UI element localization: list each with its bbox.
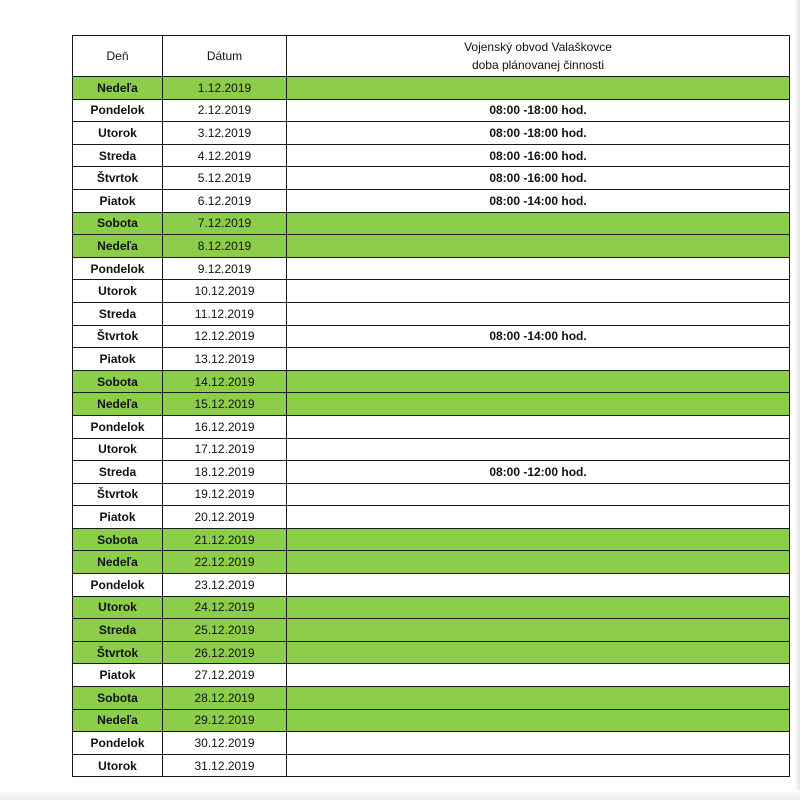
cell-date: 19.12.2019 (163, 483, 287, 506)
cell-day: Sobota (73, 370, 163, 393)
table-row (73, 99, 790, 122)
cell-activity: 08:00 -14:00 hod. (287, 325, 790, 348)
cell-day: Sobota (73, 212, 163, 235)
table-header (73, 36, 790, 77)
table-row (73, 257, 790, 280)
table-row (73, 280, 790, 303)
page-edge-shadow (794, 0, 800, 800)
cell-date: 8.12.2019 (163, 235, 287, 258)
table-row (73, 732, 790, 755)
table-row (73, 619, 790, 642)
table-row (73, 709, 790, 732)
cell-date: 11.12.2019 (163, 302, 287, 325)
cell-activity (287, 370, 790, 393)
cell-day: Piatok (73, 506, 163, 529)
table-row (73, 574, 790, 597)
cell-day: Piatok (73, 664, 163, 687)
activity-schedule-table (72, 35, 790, 777)
cell-date: 7.12.2019 (163, 212, 287, 235)
cell-day: Piatok (73, 189, 163, 212)
cell-date: 18.12.2019 (163, 461, 287, 484)
cell-activity (287, 235, 790, 258)
cell-date: 21.12.2019 (163, 528, 287, 551)
table-row (73, 641, 790, 664)
table-row (73, 235, 790, 258)
cell-date: 17.12.2019 (163, 438, 287, 461)
cell-date: 12.12.2019 (163, 325, 287, 348)
cell-activity (287, 574, 790, 597)
table-row (73, 687, 790, 710)
table-row (73, 528, 790, 551)
cell-day: Utorok (73, 280, 163, 303)
cell-activity (287, 483, 790, 506)
cell-day: Nedeľa (73, 235, 163, 258)
cell-activity (287, 257, 790, 280)
cell-date: 29.12.2019 (163, 709, 287, 732)
table-row (73, 438, 790, 461)
cell-activity: 08:00 -14:00 hod. (287, 189, 790, 212)
cell-activity (287, 348, 790, 371)
cell-day: Štvrtok (73, 167, 163, 190)
cell-date: 6.12.2019 (163, 189, 287, 212)
cell-day: Pondelok (73, 574, 163, 597)
table-row (73, 325, 790, 348)
cell-activity: 08:00 -16:00 hod. (287, 167, 790, 190)
cell-activity (287, 415, 790, 438)
cell-activity (287, 551, 790, 574)
cell-day: Streda (73, 302, 163, 325)
cell-day: Streda (73, 619, 163, 642)
cell-date: 10.12.2019 (163, 280, 287, 303)
table-row (73, 754, 790, 777)
table-row (73, 506, 790, 529)
cell-date: 26.12.2019 (163, 641, 287, 664)
cell-date: 20.12.2019 (163, 506, 287, 529)
header-row (73, 36, 790, 77)
cell-date: 30.12.2019 (163, 732, 287, 755)
cell-day: Streda (73, 144, 163, 167)
table-body (73, 77, 790, 777)
table-row (73, 370, 790, 393)
header-activity (287, 36, 790, 77)
table-row (73, 189, 790, 212)
cell-activity (287, 528, 790, 551)
cell-day: Nedeľa (73, 551, 163, 574)
cell-date: 23.12.2019 (163, 574, 287, 597)
cell-day: Utorok (73, 438, 163, 461)
header-day: Deň (73, 36, 163, 77)
cell-activity (287, 664, 790, 687)
cell-date: 1.12.2019 (163, 77, 287, 100)
cell-date: 15.12.2019 (163, 393, 287, 416)
cell-day: Utorok (73, 754, 163, 777)
cell-day: Streda (73, 461, 163, 484)
cell-date: 31.12.2019 (163, 754, 287, 777)
cell-date: 28.12.2019 (163, 687, 287, 710)
cell-activity (287, 687, 790, 710)
cell-activity: 08:00 -16:00 hod. (287, 144, 790, 167)
cell-activity (287, 506, 790, 529)
header-date: Dátum (163, 36, 287, 77)
cell-date: 4.12.2019 (163, 144, 287, 167)
cell-activity (287, 302, 790, 325)
cell-activity (287, 393, 790, 416)
cell-date: 27.12.2019 (163, 664, 287, 687)
page-bottom-shadow (0, 790, 800, 800)
table-row (73, 144, 790, 167)
cell-day: Utorok (73, 122, 163, 145)
cell-day: Nedeľa (73, 77, 163, 100)
cell-day: Pondelok (73, 415, 163, 438)
cell-activity (287, 641, 790, 664)
cell-day: Piatok (73, 348, 163, 371)
table-row (73, 167, 790, 190)
cell-day: Štvrtok (73, 483, 163, 506)
cell-day: Utorok (73, 596, 163, 619)
cell-day: Pondelok (73, 99, 163, 122)
cell-date: 24.12.2019 (163, 596, 287, 619)
cell-date: 13.12.2019 (163, 348, 287, 371)
cell-date: 22.12.2019 (163, 551, 287, 574)
cell-activity: 08:00 -18:00 hod. (287, 122, 790, 145)
cell-activity (287, 732, 790, 755)
cell-activity (287, 280, 790, 303)
cell-activity (287, 438, 790, 461)
cell-day: Nedeľa (73, 709, 163, 732)
cell-activity (287, 754, 790, 777)
cell-day: Nedeľa (73, 393, 163, 416)
table-row (73, 483, 790, 506)
cell-date: 14.12.2019 (163, 370, 287, 393)
header-activity-line1: Vojenský obvod Valaškovce (464, 40, 612, 54)
table-row (73, 348, 790, 371)
cell-day: Štvrtok (73, 325, 163, 348)
cell-activity (287, 619, 790, 642)
cell-activity (287, 212, 790, 235)
cell-date: 2.12.2019 (163, 99, 287, 122)
cell-date: 3.12.2019 (163, 122, 287, 145)
table-row (73, 461, 790, 484)
cell-activity (287, 77, 790, 100)
table-row (73, 664, 790, 687)
table-row (73, 212, 790, 235)
table-row (73, 77, 790, 100)
cell-date: 5.12.2019 (163, 167, 287, 190)
cell-day: Pondelok (73, 257, 163, 280)
table-row (73, 393, 790, 416)
table-row (73, 551, 790, 574)
cell-activity: 08:00 -18:00 hod. (287, 99, 790, 122)
header-activity-line2: doba plánovanej činnosti (471, 58, 605, 72)
table-row (73, 122, 790, 145)
cell-activity (287, 709, 790, 732)
cell-day: Sobota (73, 528, 163, 551)
cell-date: 9.12.2019 (163, 257, 287, 280)
table-row (73, 302, 790, 325)
cell-activity (287, 596, 790, 619)
cell-day: Sobota (73, 687, 163, 710)
cell-day: Pondelok (73, 732, 163, 755)
table-row (73, 415, 790, 438)
cell-date: 25.12.2019 (163, 619, 287, 642)
table-row (73, 596, 790, 619)
cell-date: 16.12.2019 (163, 415, 287, 438)
cell-activity: 08:00 -12:00 hod. (287, 461, 790, 484)
cell-day: Štvrtok (73, 641, 163, 664)
